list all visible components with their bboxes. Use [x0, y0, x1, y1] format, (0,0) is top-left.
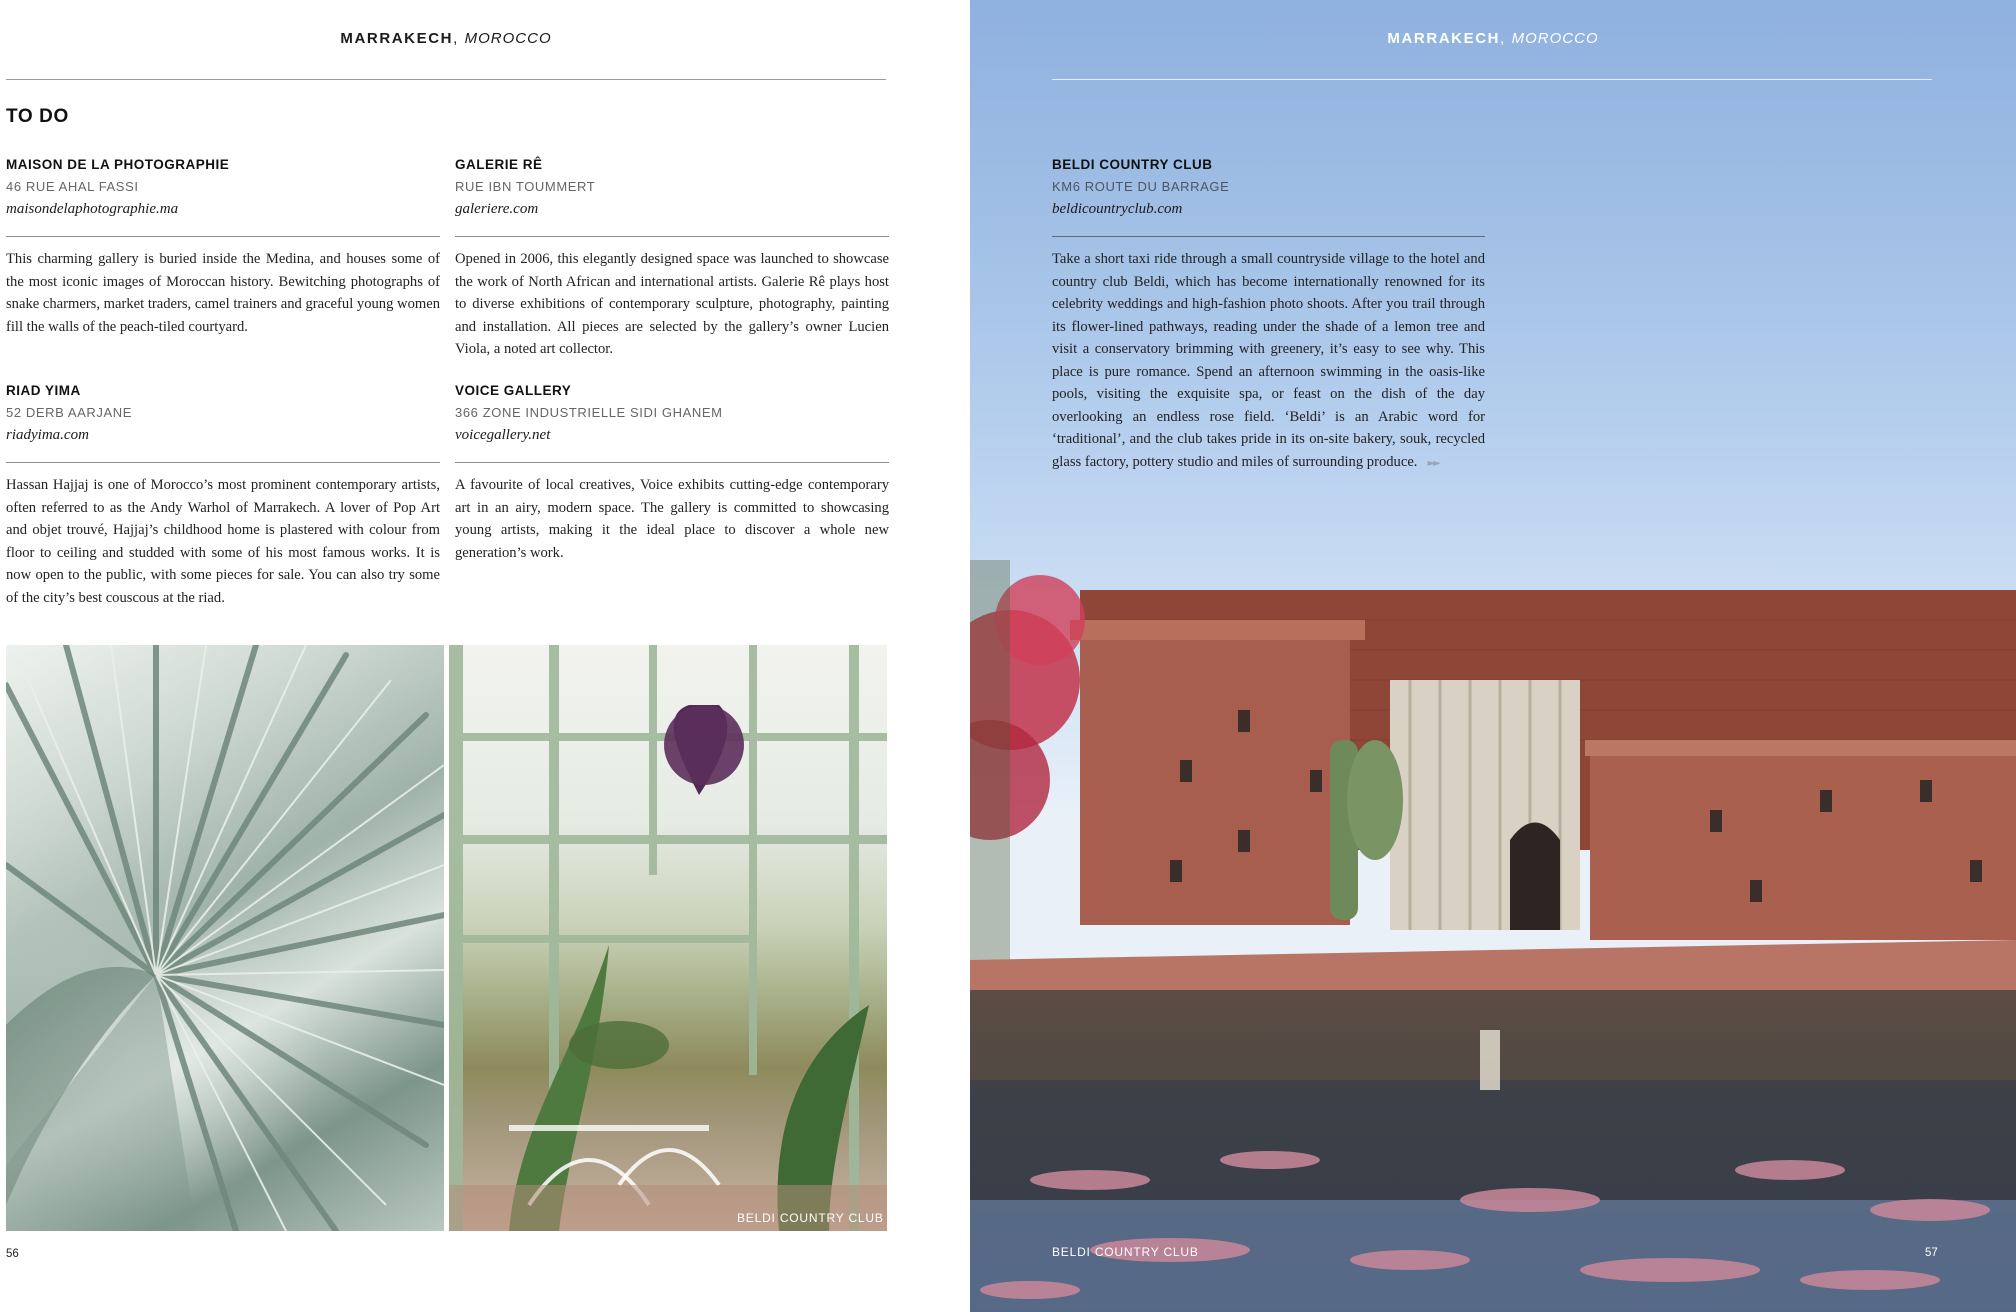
page-number-right: 57 — [1925, 1247, 1938, 1259]
venue-name: VOICE GALLERY — [455, 383, 572, 398]
venue-divider — [6, 236, 440, 237]
conservatory-photo — [449, 645, 887, 1231]
palm-leaf-illustration — [6, 645, 444, 1231]
venue-name: RIAD YIMA — [6, 383, 81, 398]
running-head-separator: , — [453, 30, 465, 47]
venue-website-link[interactable]: galeriere.com — [455, 201, 539, 217]
venue-name: BELDI COUNTRY CLUB — [1052, 157, 1213, 172]
venue-address: RUE IBN TOUMMERT — [455, 179, 596, 194]
running-head-right — [970, 30, 2016, 47]
running-head-separator: , — [1500, 30, 1512, 47]
conservatory-illustration — [449, 645, 887, 1231]
venue-address: 46 RUE AHAL FASSI — [6, 179, 139, 194]
running-head-left — [6, 30, 886, 47]
venue-divider — [6, 462, 440, 463]
header-rule-right — [1052, 79, 1932, 80]
venue-maison-de-la-photographie — [6, 154, 440, 338]
venue-divider — [455, 462, 889, 463]
page-number-left: 56 — [6, 1248, 19, 1260]
header-rule-left — [6, 79, 886, 80]
venue-website-link[interactable]: maisondelaphotographie.ma — [6, 201, 179, 217]
venue-website-link[interactable]: voicegallery.net — [455, 427, 551, 443]
running-head-country: MOROCCO — [464, 30, 552, 47]
venue-divider — [1052, 236, 1485, 237]
running-head-city: MARRAKECH — [340, 30, 454, 47]
venue-address: KM6 ROUTE DU BARRAGE — [1052, 179, 1230, 194]
venue-name: MAISON DE LA PHOTOGRAPHIE — [6, 157, 230, 172]
right-page — [970, 0, 2016, 1312]
left-page — [0, 0, 968, 1312]
running-head-country: MOROCCO — [1511, 30, 1599, 47]
venue-address: 366 ZONE INDUSTRIELLE SIDI GHANEM — [455, 405, 723, 420]
continue-arrow-icon: ►► — [1427, 457, 1439, 469]
photo-credit-left: BELDI COUNTRY CLUB — [737, 1211, 884, 1225]
venue-website-link[interactable]: beldicountryclub.com — [1052, 201, 1183, 217]
venue-riad-yima — [6, 380, 440, 609]
venue-divider — [455, 236, 889, 237]
venue-description: This charming gallery is buried inside the Medina, and houses some of the most iconic images of Moroccan history. Bewitching photographs of snake charmers, market traders, camel trainers and graceful young women fill the walls of the peach-tiled courtyard. — [6, 251, 440, 335]
venue-voice-gallery — [455, 380, 889, 564]
venue-name: GALERIE RÊ — [455, 157, 543, 172]
venue-galerie-re — [455, 154, 889, 361]
venue-description-text: Take a short taxi ride through a small countryside village to the hotel and country club Beldi, which has become internationally renowned for its celebrity weddings and high-fashion photo shoots. After you trail through its flower-lined pathways, reading under the shade of a lemon tree and visit a conservatory brimming with greenery, it’s easy to see why. This place is pure romance. Spend an afternoon swimming in the oasis-like pools, visiting the exquisite spa, or feast on the dish of the day overlooking an endless rose field. ‘Beldi’ is an Arabic word for ‘traditional’, and the club takes pride in its on-site bakery, souk, recycled glass factory, pottery studio and miles of surrounding produce. — [1052, 251, 1485, 470]
running-head-city: MARRAKECH — [1387, 30, 1501, 47]
beldi-courtyard-photo — [970, 560, 2016, 1312]
venue-description: Hassan Hajjaj is one of Morocco’s most prominent contemporary artists, often referred to as the Andy Warhol of Marrakech. A lover of Pop Art and objet trouvé, Hajjaj’s childhood home is plastered with colour from floor to ceiling and studded with some of his most famous works. It is now open to the public, with some pieces for sale. You can also try some of the city’s best couscous at the riad. — [6, 477, 440, 606]
photo-credit-right: BELDI COUNTRY CLUB — [1052, 1245, 1199, 1259]
section-title: TO DO — [6, 106, 69, 127]
venue-beldi-country-club — [1052, 154, 1485, 475]
palm-leaf-photo — [6, 645, 444, 1231]
venue-description: A favourite of local creatives, Voice exhibits cutting-edge contemporary art in an airy, modern space. The gallery is committed to showcasing young artists, making it the ideal place to discover a whole new generation’s work. — [455, 477, 889, 561]
venue-description — [1052, 248, 1485, 475]
venue-website-link[interactable]: riadyima.com — [6, 427, 89, 443]
venue-description: Opened in 2006, this elegantly designed space was launched to showcase the work of North African and international artists. Galerie Rê plays host to diverse exhibitions of contemporary sculpture, photography, painting and installation. All pieces are selected by the gallery’s owner Lucien Viola, a noted art collector. — [455, 251, 889, 357]
venue-address: 52 DERB AARJANE — [6, 405, 133, 420]
beldi-courtyard-illustration — [970, 560, 2016, 1312]
